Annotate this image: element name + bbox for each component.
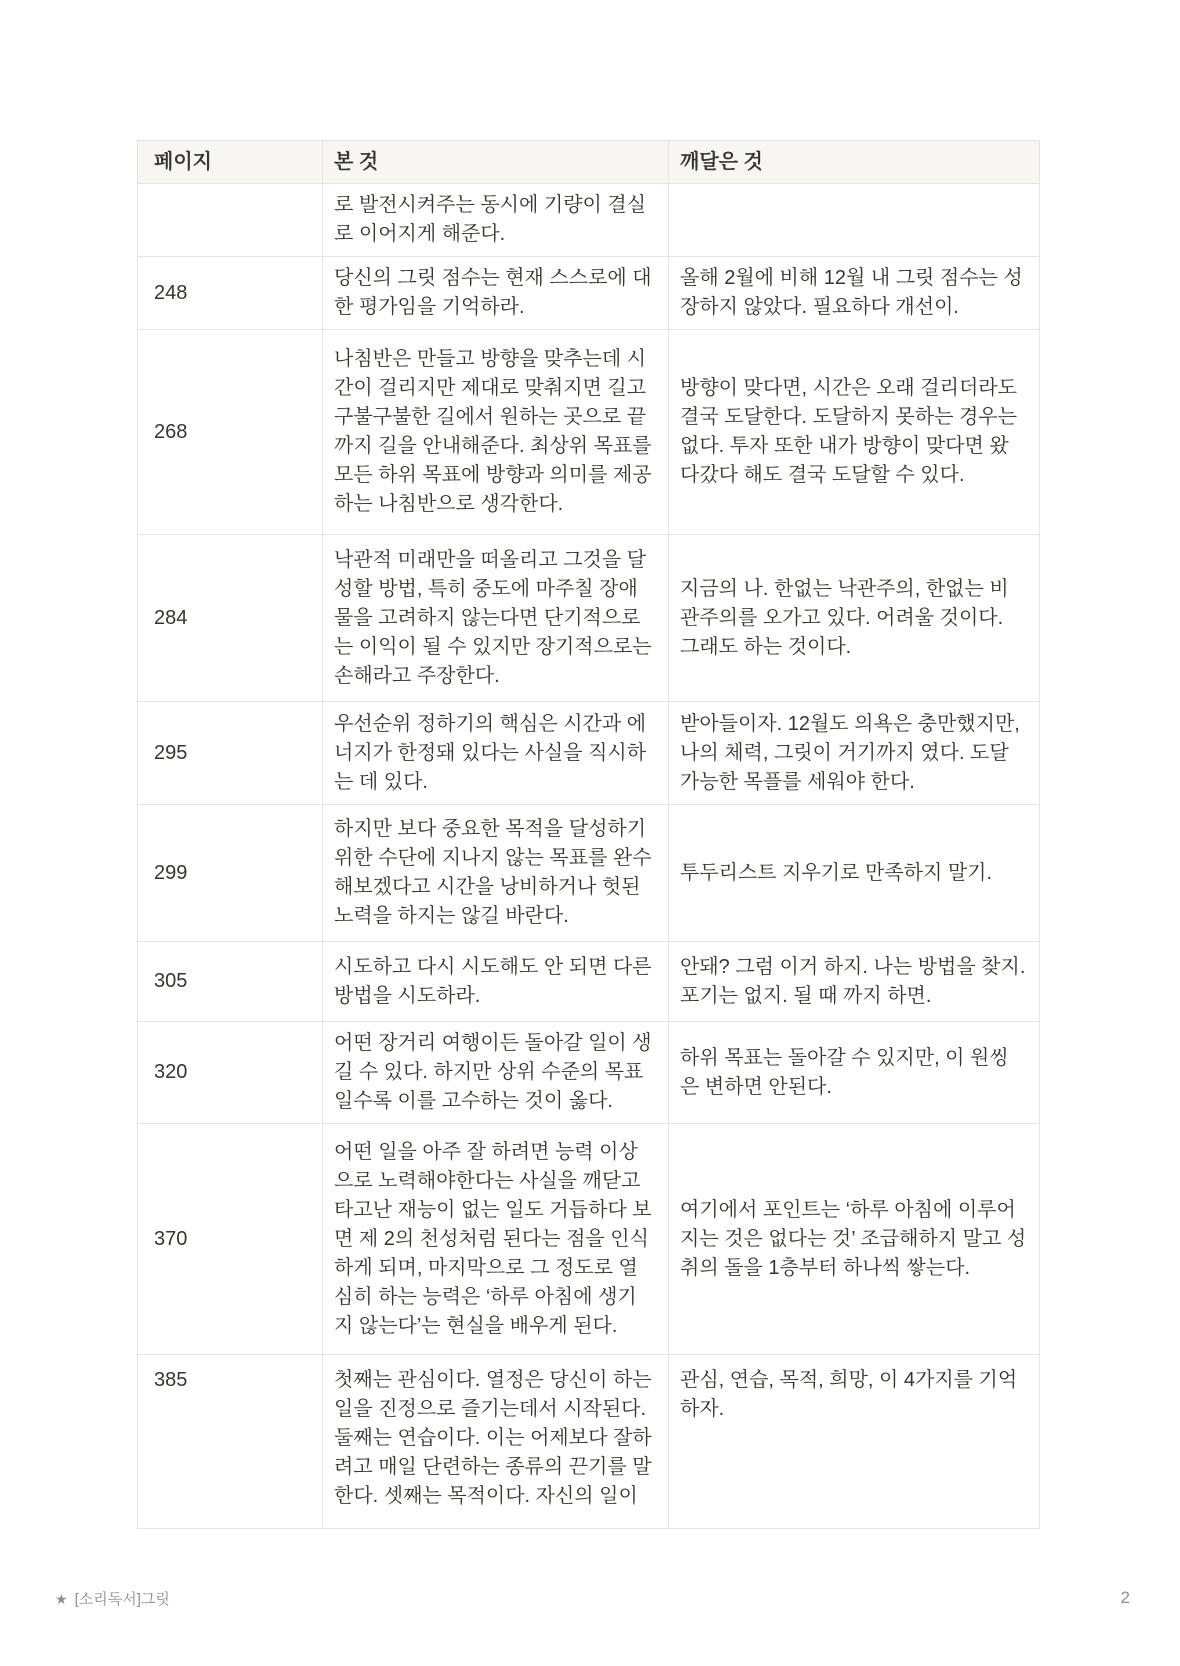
table-row [138, 535, 1040, 702]
page-cell: 248 [138, 257, 323, 330]
table-row [138, 1124, 1040, 1355]
footer-title-group [55, 1588, 170, 1611]
realized-cell: 받아들이자. 12월도 의욕은 충만했지만, 나의 체력, 그릿이 거기까지 였다. 도달 가능한 목플를 세워야 한다. [669, 702, 1040, 805]
page-cell: 370 [138, 1124, 323, 1355]
page-cell: 320 [138, 1022, 323, 1124]
page-cell: 295 [138, 702, 323, 805]
seen-cell: 로 발전시켜주는 동시에 기량이 결실로 이어지게 해준다. [323, 184, 669, 257]
page-cell: 284 [138, 535, 323, 702]
realized-cell: 투두리스트 지우기로 만족하지 말기. [669, 805, 1040, 942]
seen-cell: 어떤 일을 아주 잘 하려면 능력 이상으로 노력해야한다는 사실을 깨닫고 타고난 재능이 없는 일도 거듭하다 보면 제 2의 천성처럼 된다는 점을 인식하게 되며, 마지막으로 그 정도로 열심히 하는 능력은 ‘하루 아침에 생기지 않는다’는 현실을 배우게 된다. [323, 1124, 669, 1355]
page-cell: 299 [138, 805, 323, 942]
seen-cell: 첫째는 관심이다. 열정은 당신이 하는 일을 진정으로 즐기는데서 시작된다. 둘째는 연습이다. 이는 어제보다 잘하려고 매일 단련하는 종류의 끈기를 말한다. 셋째는 목적이다. 자신의 일이 [323, 1355, 669, 1529]
footer-title: [소리독서]그릿 [74, 1591, 170, 1608]
realized-cell: 지금의 나. 한없는 낙관주의, 한없는 비관주의를 오가고 있다. 어려울 것이다. 그래도 하는 것이다. [669, 535, 1040, 702]
realized-cell: 올해 2월에 비해 12월 내 그릿 점수는 성장하지 않았다. 필요하다 개선이. [669, 257, 1040, 330]
table-row [138, 330, 1040, 535]
table-header-row [138, 141, 1040, 184]
page-cell: 268 [138, 330, 323, 535]
footer [0, 1588, 1180, 1618]
seen-cell: 어떤 장거리 여행이든 돌아갈 일이 생길 수 있다. 하지만 상위 수준의 목표일수록 이를 고수하는 것이 옳다. [323, 1022, 669, 1124]
notes-table [137, 140, 1040, 1529]
table-header-realized: 깨달은 것 [669, 141, 1040, 184]
table-row [138, 1355, 1040, 1529]
seen-cell: 시도하고 다시 시도해도 안 되면 다른 방법을 시도하라. [323, 942, 669, 1022]
star-icon: ★ [55, 1591, 68, 1607]
table-row [138, 257, 1040, 330]
page-cell: 305 [138, 942, 323, 1022]
page-number: 2 [1120, 1588, 1130, 1607]
realized-cell: 관심, 연습, 목적, 희망, 이 4가지를 기억하자. [669, 1355, 1040, 1529]
table-row [138, 1022, 1040, 1124]
seen-cell: 낙관적 미래만을 떠올리고 그것을 달성할 방법, 특히 중도에 마주칠 장애물을 고려하지 않는다면 단기적으로는 이익이 될 수 있지만 장기적으로는 손해라고 주장한다. [323, 535, 669, 702]
table-header-seen: 본 것 [323, 141, 669, 184]
page-cell: 385 [138, 1355, 323, 1529]
realized-cell: 하위 목표는 돌아갈 수 있지만, 이 원씽은 변하면 안된다. [669, 1022, 1040, 1124]
realized-cell: 안돼? 그럼 이거 하지. 나는 방법을 찾지. 포기는 없지. 될 때 까지 하면. [669, 942, 1040, 1022]
table-row [138, 702, 1040, 805]
table-row [138, 184, 1040, 257]
realized-cell: 여기에서 포인트는 ‘하루 아침에 이루어지는 것은 없다는 것’ 조급해하지 말고 성취의 돌을 1층부터 하나씩 쌓는다. [669, 1124, 1040, 1355]
seen-cell: 나침반은 만들고 방향을 맞추는데 시간이 걸리지만 제대로 맞춰지면 길고 구불구불한 길에서 원하는 곳으로 끝까지 길을 안내해준다. 최상위 목표를 모든 하위 목표에 방향과 의미를 제공하는 나침반으로 생각한다. [323, 330, 669, 535]
table-row [138, 805, 1040, 942]
seen-cell: 당신의 그릿 점수는 현재 스스로에 대한 평가임을 기억하라. [323, 257, 669, 330]
seen-cell: 하지만 보다 중요한 목적을 달성하기 위한 수단에 지나지 않는 목표를 완수해보겠다고 시간을 낭비하거나 헛된 노력을 하지는 않길 바란다. [323, 805, 669, 942]
table-header-page: 페이지 [138, 141, 323, 184]
realized-cell: 방향이 맞다면, 시간은 오래 걸리더라도 결국 도달한다. 도달하지 못하는 경우는 없다. 투자 또한 내가 방향이 맞다면 왔다갔다 해도 결국 도달할 수 있다. [669, 330, 1040, 535]
realized-cell [669, 184, 1040, 257]
page-cell [138, 184, 323, 257]
table-row [138, 942, 1040, 1022]
seen-cell: 우선순위 정하기의 핵심은 시간과 에너지가 한정돼 있다는 사실을 직시하는 데 있다. [323, 702, 669, 805]
